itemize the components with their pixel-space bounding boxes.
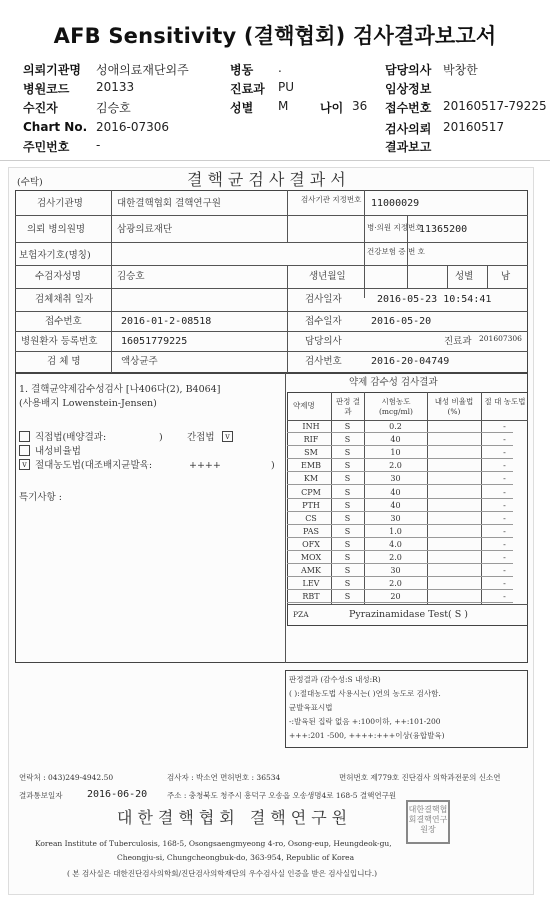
drug-row [287, 538, 513, 551]
req-id-value: 11365200 [419, 224, 468, 235]
req-name-label: 의뢰 병의원명 [27, 224, 86, 235]
specimen-label: 검 체 명 [47, 356, 81, 367]
doc-dept-value: 201607306 [479, 334, 522, 343]
drug-result: S [344, 435, 351, 445]
chart-no-label: Chart No. [23, 120, 88, 134]
indirect-method-checkbox: v [222, 431, 233, 442]
lab-name-label: 검사기관명 [37, 198, 83, 209]
drug-conc: 30 [390, 566, 401, 576]
org-name: 대한결핵협회 결핵연구원 [117, 808, 353, 827]
drug-result: S [344, 461, 351, 471]
hosp-code-value: 20133 [96, 80, 135, 94]
org-address-en-1: Korean Institute of Tuberculosis, 168-5, Osongsaengmyeong 4-ro, Osong-eup, Heungdeok-gu, [35, 839, 392, 848]
patient-name-value: 김승호 [117, 271, 145, 282]
req-name-value: 삼광의료재단 [117, 224, 173, 235]
exam-no-label: 검사번호 [305, 356, 342, 367]
req-date-label: 검사의뢰 [385, 122, 432, 136]
drug-abs: - [503, 592, 506, 602]
exam-date-value: 2016-05-23 10:54:41 [377, 294, 492, 305]
req-inst-label: 의뢰기관명 [23, 63, 81, 77]
birth-label: 생년월일 [309, 271, 346, 282]
drug-abs: - [503, 448, 506, 458]
indirect-method-label: 간접법 [187, 432, 215, 443]
resist-ratio-label: 내성비율법 [35, 446, 81, 457]
resist-ratio-checkbox [19, 445, 30, 456]
drug-row [287, 499, 513, 512]
remarks-label: 특기사항 : [19, 492, 62, 503]
drug-conc: 30 [390, 474, 401, 484]
patient-label: 수진자 [23, 101, 58, 115]
hosp-code-label: 병원코드 [23, 82, 70, 96]
drug-row [287, 564, 513, 577]
drug-conc: 2.0 [389, 553, 402, 562]
rrn-value: - [96, 138, 101, 152]
drug-result: S [344, 579, 351, 589]
lab-id-value: 11000029 [371, 198, 420, 209]
drug-row [287, 459, 513, 472]
drug-name: PAS [303, 526, 319, 536]
physician-label: 담당의사 [305, 336, 342, 347]
drug-result: S [344, 566, 351, 576]
drug-row [287, 433, 513, 446]
drug-result: S [344, 487, 351, 497]
accession-value: 2016-01-2-08518 [121, 316, 212, 327]
abs-conc-label: 절대농도법(대조배지균발육: [35, 460, 153, 471]
examiner: 검사자 : 박소연 면허번호 : 36534 [167, 773, 281, 782]
drug-result: S [344, 553, 351, 562]
direct-method-label: 직접법(배양결과: [35, 432, 107, 443]
age-label: 나이 [320, 101, 344, 115]
drug-abs: - [503, 526, 506, 536]
exam-date-label: 검사일자 [305, 294, 342, 305]
drug-name: SM [304, 448, 318, 458]
accept-date-value: 2016-05-20 [371, 316, 432, 327]
drug-result: S [344, 513, 351, 523]
test-name: 1. 결핵균약제감수성검사 [나406다(2), B4064] [19, 384, 221, 395]
drug-row [287, 446, 513, 459]
drug-name: PTH [302, 500, 320, 510]
drug-name: CPM [301, 487, 321, 497]
drug-conc: 2.0 [389, 461, 402, 471]
hosp-reg-label: 병원환자 등록번호 [21, 336, 98, 347]
chart-no-value: 2016-07306 [96, 120, 170, 134]
address-kr: 주소 : 충청북도 청주시 흥덕구 오송읍 오송생명4로 168-5 결핵연구원 [167, 791, 397, 800]
sex-label: 성별 [230, 101, 254, 115]
col-conc: 시험농도 (mcg/ml) [378, 397, 413, 416]
header-divider [0, 160, 550, 161]
specimen-value: 액상균주 [121, 356, 158, 367]
drug-abs: - [503, 553, 506, 562]
accept-date-label: 접수일자 [305, 316, 342, 327]
drug-abs: - [503, 513, 506, 523]
drug-result: S [344, 539, 351, 549]
drug-result: S [344, 448, 351, 458]
drug-conc: 4.0 [389, 539, 402, 549]
drug-row [287, 590, 513, 603]
doc-sex-value: 남 [501, 271, 511, 282]
req-inst-value: 성애의료재단외주 [96, 63, 189, 77]
abs-conc-checkbox: v [19, 459, 30, 470]
hosp-reg-value: 16051779225 [121, 336, 188, 347]
drug-result: S [344, 500, 351, 510]
drug-name: RIF [303, 435, 319, 445]
report-date-label: 결과통보일자 [19, 791, 63, 800]
req-id-label: 병·의원 지정번호 [367, 223, 423, 232]
org-address-en-2: Cheongju-si, Chungcheongbuk-do, 363-954, Republic of Korea [117, 853, 355, 862]
report-date-value: 2016-06-20 [87, 789, 148, 800]
drug-row [287, 525, 513, 538]
collect-date-label: 검체채취 일자 [35, 294, 94, 305]
col-result: 판정 결과 [335, 397, 361, 416]
drug-name: OFX [302, 539, 320, 549]
drug-abs: - [503, 566, 506, 576]
drug-abs: - [503, 435, 506, 445]
col-drug: 약제명 [293, 401, 315, 410]
drug-row [287, 486, 513, 499]
judge-line-5: +++:201 -500, ++++:+++이상(융합발육) [289, 731, 445, 740]
drug-name: AMK [301, 566, 321, 576]
dept-label: 진료과 [230, 82, 265, 96]
drug-name: EMB [301, 461, 321, 471]
drug-conc: 10 [390, 448, 401, 458]
receipt-tag: (수탁) [17, 177, 43, 188]
rrn-label: 주민번호 [23, 140, 70, 154]
drug-name: RBT [302, 592, 320, 602]
judge-line-4: -:발육된 집락 없음 +:100이하, ++:101-200 [289, 717, 441, 726]
pza-value: Pyrazinamidase Test( S ) [349, 609, 468, 620]
drug-result: S [344, 474, 351, 484]
clinical-info-label: 임상정보 [385, 82, 432, 96]
drug-row [287, 577, 513, 590]
drug-name: KM [303, 474, 319, 484]
judge-line-2: ( ):절대농도법 사용시는( )연의 농도로 검사함. [289, 689, 441, 698]
dept-value: PU [278, 80, 295, 94]
health-id-label: 건강보험 증 번 호 [367, 247, 425, 256]
footnote: ( 본 검사실은 대한진단검사의학회/진단검사의학재단의 우수검사실 인증을 받은 검사실입니다.) [67, 869, 378, 878]
doctor-value: 박창한 [443, 63, 478, 77]
sens-table-title: 약제 감수성 검사결과 [349, 377, 438, 388]
drug-conc: 20 [390, 592, 401, 602]
drug-name: LEV [302, 579, 320, 589]
drug-result: S [344, 526, 351, 536]
drug-conc: 40 [390, 487, 401, 497]
license: 면허번호 제779호 진단검사 의학과전문의 신소연 [339, 773, 501, 782]
col-abs: 절 대 농도법 [484, 397, 526, 406]
exam-no-value: 2016-20-04749 [371, 356, 450, 367]
contact: 연락처 : 043)249-4942.50 [19, 773, 114, 782]
doc-dept-label: 진료과 [444, 336, 472, 347]
drug-name: INH [302, 422, 320, 431]
abs-conc-value: ++++ [189, 460, 221, 471]
drug-conc: 30 [390, 513, 401, 523]
result-report-label: 결과보고 [385, 140, 432, 154]
receipt-label: 접수번호 [385, 101, 432, 115]
judge-line-3: 균발육표시법 [289, 703, 333, 712]
drug-name: CS [305, 513, 317, 523]
drug-abs: - [503, 422, 506, 431]
direct-method-close: ) [159, 432, 163, 443]
drug-row [287, 472, 513, 485]
drug-result: S [344, 592, 351, 602]
req-date-value: 20160517 [443, 120, 505, 134]
judge-line-1: 판정결과 (감수성:S 내성:R) [289, 675, 381, 684]
accession-label: 접수번호 [45, 316, 82, 327]
drug-abs: - [503, 500, 506, 510]
test-medium: (사용배지 Lowenstein-Jensen) [19, 398, 157, 409]
ward-label: 병동 [230, 63, 254, 77]
doctor-label: 담당의사 [385, 63, 432, 77]
drug-row [287, 551, 513, 564]
drug-result: S [344, 422, 351, 431]
scanned-report [8, 167, 534, 895]
ward-value: . [278, 61, 282, 75]
drug-row [287, 420, 513, 433]
age-value: 36 [352, 99, 368, 113]
abs-conc-close: ) [271, 460, 275, 471]
lab-name-value: 대한결핵협회 결핵연구원 [117, 198, 221, 209]
doc-heading: 결핵균검사결과서 [187, 170, 351, 189]
insurer-label: 보험자기호(명칭) [19, 250, 91, 261]
drug-abs: - [503, 461, 506, 471]
pza-label: PZA [293, 610, 309, 619]
report-title: AFB Sensitivity (결핵협회) 검사결과보고서 [53, 24, 497, 48]
drug-abs: - [503, 487, 506, 497]
col-ratio: 내성 비율법(%) [434, 397, 474, 416]
drug-row [287, 512, 513, 525]
doc-sex-label: 성별 [455, 271, 474, 282]
drug-conc: 1.0 [389, 526, 402, 536]
sex-value: M [278, 99, 289, 113]
receipt-value: 20160517-79225 [443, 99, 547, 113]
drug-name: MOX [300, 553, 322, 562]
drug-conc: 40 [390, 435, 401, 445]
drug-conc: 2.0 [389, 579, 402, 589]
official-seal: 대한결핵협회결핵연구원장 [406, 800, 450, 844]
drug-conc: 0.2 [389, 422, 402, 431]
drug-abs: - [503, 539, 506, 549]
drug-abs: - [503, 474, 506, 484]
patient-name-label: 수검자성명 [35, 271, 81, 282]
patient-value: 김승호 [96, 101, 131, 115]
direct-method-checkbox [19, 431, 30, 442]
drug-abs: - [503, 579, 506, 589]
drug-conc: 40 [390, 500, 401, 510]
lab-id-label: 검사기관 지정번호 [301, 195, 362, 204]
